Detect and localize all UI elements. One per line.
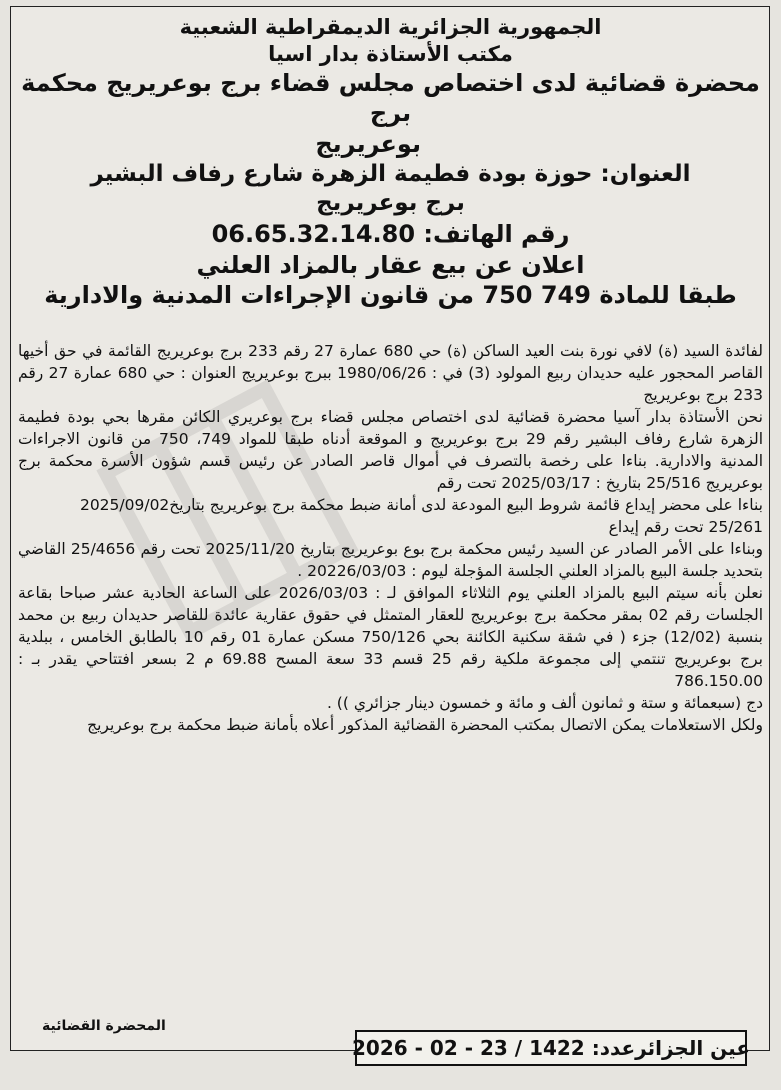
legal-reference: طبقا للمادة 749 750 من قانون الإجراءات المدنية والادارية xyxy=(44,281,737,310)
paragraph-price-words: دج (سبعمائة و ستة و ثمانون ألف و مائة و خمسون دينار جزائري )) . xyxy=(326,694,763,712)
paragraph-deposit: بناءا على محضر إيداع قائمة شروط البيع المودعة لدى أمانة ضبط محكمة برج بوعريريج بتاريخ2025/09/02 xyxy=(79,496,763,514)
republic-title: الجمهورية الجزائرية الديمقراطية الشعبية xyxy=(179,15,602,39)
notice-header xyxy=(20,14,761,311)
paragraph-bailiff: نحن الأستاذة بدار آسيا محضرة قضائية لدى اختصاص مجلس قضاء برج بوعريري الكائن مقرها بحي بودة فطيمة الزهرة شارع رفاف البشير رقم 29 برج بوعريريج و الموقعة أدناه طبقا للمواد 749، 750 من قانون الاجراءات المدنية والادارية. بناءا على رخصة بالتصرف في أموال قاصر الصادر عن رئيس قسم شؤون الأسرة محكمة برج بوعريريج 25/516 بتاريخ : 2025/03/17 تحت رقم xyxy=(18,408,764,492)
paragraph-deposit-number: 25/261 تحت رقم إيداع xyxy=(608,518,763,536)
paragraph-beneficiary: لفائدة السيد (ة) لافي نورة بنت العيد الساكن (ة) حي 680 عمارة 27 رقم 233 برج بوعريريج القائمة في حق أخيها القاصر المحجور عليه حديدان ربيع المولود (3) في : 1980/06/26 ببرج بوعريريج العنوان : حي 680 عمارة 27 رقم 233 برج بوعريريج xyxy=(18,342,763,404)
paragraph-order: وبناءا على الأمر الصادر عن السيد رئيس محكمة برج بوع بوعريريج بتاريخ 2025/11/20 تحت رقم 25/4656 القاضي بتحديد جلسة البيع بالمزاد العلني الجلسة المؤجلة ليوم : 20226/03/03 . xyxy=(18,540,764,580)
signature: المحضرة القضائية xyxy=(42,1018,166,1034)
notice-title: اعلان عن بيع عقار بالمزاد العلني xyxy=(196,250,585,279)
office-name: مكتب الأستاذة بدار اسيا xyxy=(268,41,513,66)
bailiff-title: محضرة قضائية لدى اختصاص مجلس قضاء برج بوعريريج محكمة برج xyxy=(21,68,760,128)
publication-footer: عين الجزائرعدد: 1422 / 23 - 02 - 2026 xyxy=(355,1030,747,1066)
paragraph-sale-details: نعلن بأنه سيتم البيع بالمزاد العلني يوم الثلاثاء الموافق لـ : 2026/03/03 على الساعة الحادية عشر صباحا بقاعة الجلسات رقم 02 بمقر محكمة برج بوعريريج للعقار المتمثل في حقوق عقارية عائدة للقاصر حديدان ربيع بن محمد بنسبة (12/02) جزء ( في شقة سكنية الكائنة بحي 750/126 مسكن عمارة 01 رقم 10 بالطابق الخامس ، ببلدية برج بوعريريج تنتمي إلى مجموعة ملكية رقم 25 قسم 33 سعة المسح 69.88 م 2 بسعر افتتاحي يقدر بـ : 786.150.00 xyxy=(18,584,764,690)
address-line: العنوان: حوزة بودة فطيمة الزهرة شارع رفاف البشير xyxy=(90,160,691,187)
address-city: برج بوعريريج xyxy=(316,190,465,217)
phone-line: رقم الهاتف: 06.65.32.14.80 xyxy=(211,219,570,248)
notice-body xyxy=(18,340,763,736)
paragraph-contact: ولكل الاستعلامات يمكن الاتصال بمكتب المحضرة القضائية المذكور أعلاه بأمانة ضبط محكمة برج بوعريريج xyxy=(87,716,763,734)
bailiff-title-continued: بوعريريج xyxy=(315,130,421,159)
